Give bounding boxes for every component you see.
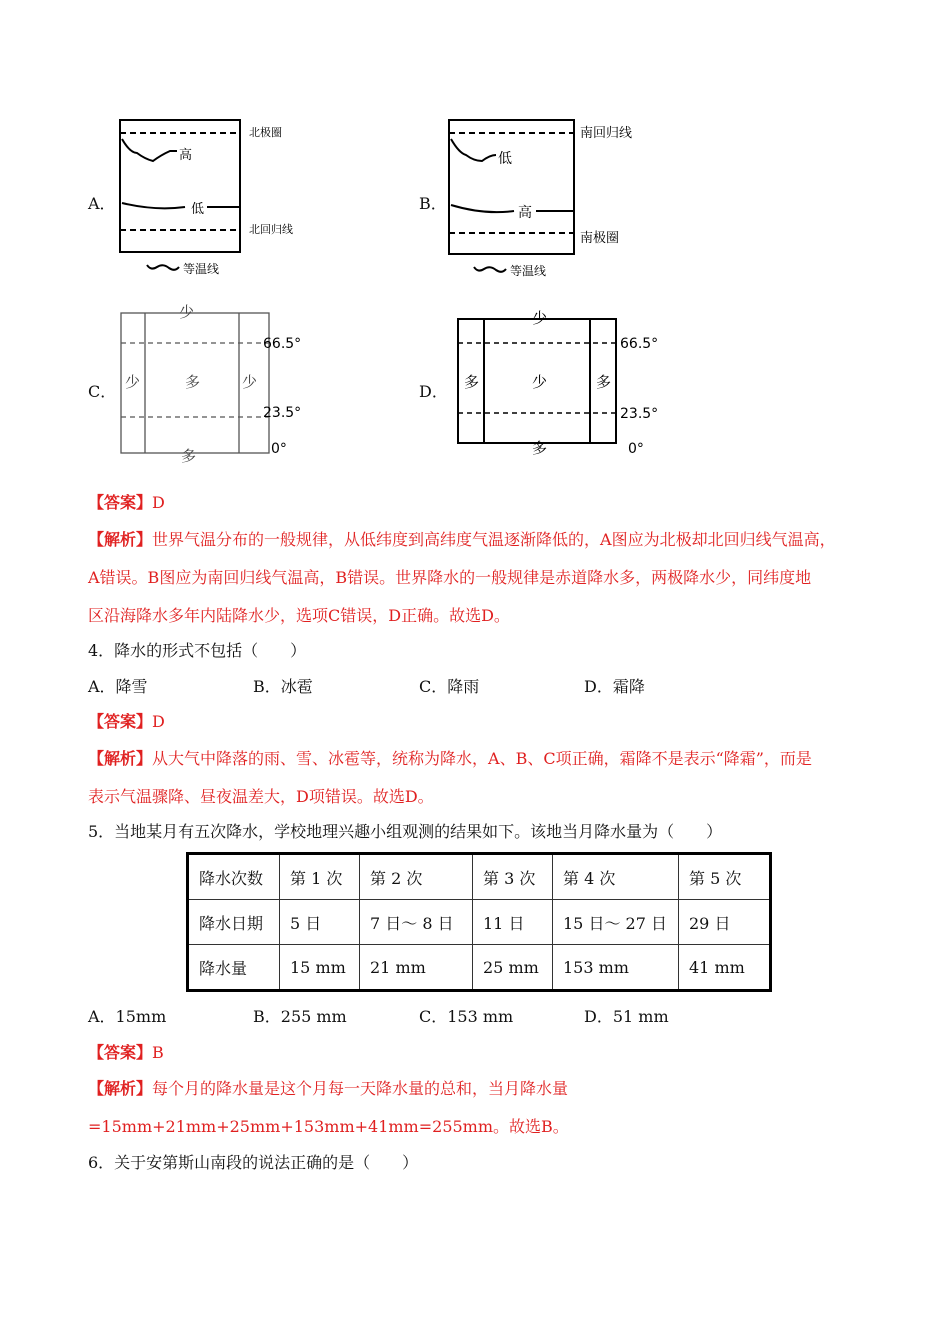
table-cell: 第 2 次 [360,854,473,900]
q3-analysis-line1: 【解析】世界气温分布的一般规律，从低纬度到高纬度气温逐渐降低的，A图应为北极却北回归线气温高， [88,530,836,549]
option-c-label: C． [88,382,117,401]
fig-d-center: 少 [532,373,548,391]
fig-b-legend: 等温线 [510,264,547,278]
table-cell: 153 mm [553,945,679,991]
fig-b-high: 高 [518,205,532,221]
q5-question: 5．当地某月有五次降水，学校地理兴趣小组观测的结果如下。该地当月降水量为（ ） [88,822,723,841]
fig-d-bottom: 多 [532,439,548,457]
table-cell: 降水日期 [188,900,280,945]
q3-answer: 【答案】D [88,493,165,512]
fig-c-lat2: 23.5° [263,405,302,421]
option-a-label: A． [88,194,116,213]
fig-b-top-line: 南回归线 [580,126,633,141]
fig-c-lat1: 66.5° [263,336,302,352]
table-cell: 25 mm [473,945,553,991]
table-cell: 5 日 [280,900,360,945]
precipitation-table [186,852,772,992]
q4-option-a: A．降雪 [88,677,148,696]
table-cell: 41 mm [679,945,771,991]
fig-b-bottom-line: 南极圈 [580,231,620,246]
table-cell: 第 3 次 [473,854,553,900]
table-row [188,854,771,900]
figure-b-isotherm [444,115,664,285]
fig-c-right: 少 [242,373,258,391]
fig-d-lat2: 23.5° [620,406,659,422]
table-row [188,945,771,991]
figure-d-precipitation [452,295,672,475]
option-b-label: B． [419,194,447,213]
table-cell: 21 mm [360,945,473,991]
fig-d-lat1: 66.5° [620,336,659,352]
table-cell: 15 mm [280,945,360,991]
q5-option-c: C．153 mm [419,1007,514,1026]
table-cell: 11 日 [473,900,553,945]
q4-analysis-line2: 表示气温骤降、昼夜温差大，D项错误。故选D。 [88,787,434,806]
fig-a-top-line: 北极圈 [249,126,282,139]
q5-option-a: A．15mm [88,1007,167,1026]
fig-d-right: 多 [596,373,612,391]
fig-a-high: 高 [179,148,193,163]
q5-option-d: D．51 mm [584,1007,669,1026]
q4-option-c: C．降雨 [419,677,480,696]
fig-c-top: 少 [179,303,195,321]
fig-a-legend: 等温线 [183,262,220,276]
q5-answer: 【答案】B [88,1043,164,1062]
fig-d-left: 多 [464,373,480,391]
fig-a-low: 低 [191,202,205,217]
table-row [188,900,771,945]
table-cell: 7 日～ 8 日 [360,900,473,945]
q5-analysis-line2: =15mm+21mm+25mm+153mm+41mm=255mm。故选B。 [88,1117,569,1136]
fig-c-left: 少 [125,373,141,391]
q4-option-b: B．冰雹 [253,677,313,696]
q4-answer: 【答案】D [88,712,165,731]
figure-c-precipitation [115,295,325,475]
table-cell: 降水量 [188,945,280,991]
fig-b-low: 低 [498,151,512,167]
q4-analysis-line1: 【解析】从大气中降落的雨、雪、冰雹等，统称为降水，A、B、C项正确，霜降不是表示“降霜”，而是 [88,749,812,768]
q6-question: 6．关于安第斯山南段的说法正确的是（ ） [88,1153,419,1172]
fig-c-center: 多 [185,373,201,391]
figure-a-isotherm [115,115,315,285]
table-cell: 第 5 次 [679,854,771,900]
q3-analysis-line3: 区沿海降水多年内陆降水少，选项C错误，D正确。故选D。 [88,606,510,625]
q4-question: 4．降水的形式不包括（ ） [88,641,307,660]
q3-analysis-line2: A错误。B图应为南回归线气温高，B错误。世界降水的一般规律是赤道降水多，两极降水少，同纬度地 [88,568,812,587]
fig-d-top: 少 [532,309,548,327]
fig-c-lat3: 0° [271,441,287,457]
table-cell: 29 日 [679,900,771,945]
table-cell: 第 1 次 [280,854,360,900]
q4-option-d: D．霜降 [584,677,645,696]
q5-analysis-line1: 【解析】每个月的降水量是这个月每一天降水量的总和，当月降水量 [88,1079,569,1098]
q5-option-b: B．255 mm [253,1007,347,1026]
fig-d-lat3: 0° [628,441,644,457]
fig-c-bottom: 多 [181,447,197,465]
table-cell: 降水次数 [188,854,280,900]
option-d-label: D． [419,382,448,401]
fig-a-bottom-line: 北回归线 [249,223,293,236]
table-cell: 15 日～ 27 日 [553,900,679,945]
table-cell: 第 4 次 [553,854,679,900]
